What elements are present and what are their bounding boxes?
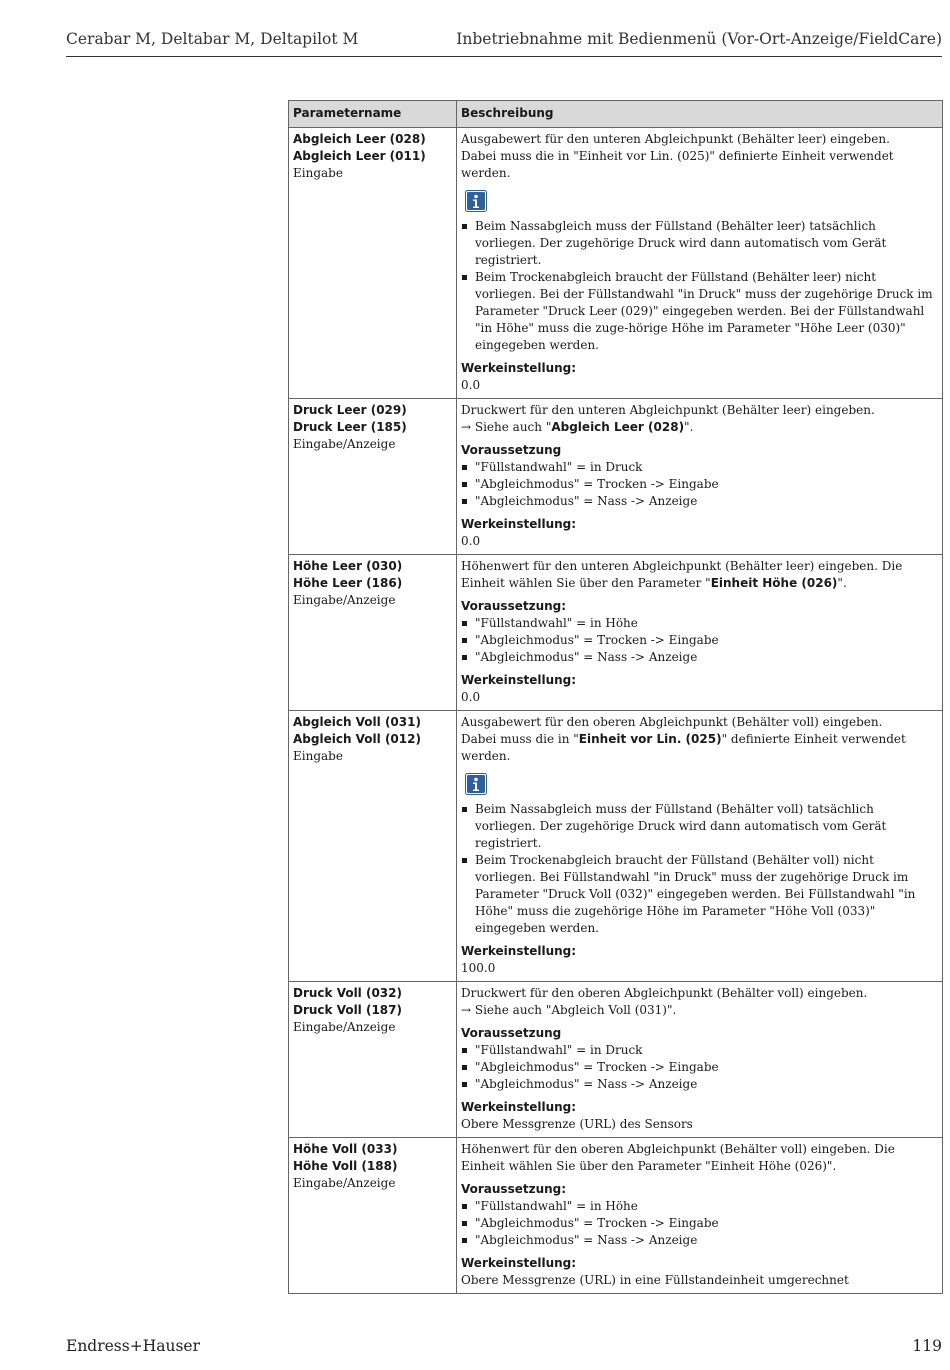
list-item: "Abgleichmodus" = Trocken -> Eingabe xyxy=(461,1215,938,1232)
parameter-name-alt: Höhe Voll (188) xyxy=(293,1159,398,1173)
parameter-name: Abgleich Leer (028) xyxy=(293,132,426,146)
factory-setting-value: Obere Messgrenze (URL) in eine Füllstandeinheit umgerechnet xyxy=(461,1273,849,1287)
factory-setting-label: Werkeinstellung: xyxy=(461,673,577,687)
parameter-name-alt: Abgleich Leer (011) xyxy=(293,149,426,163)
parameter-description-cell xyxy=(457,399,943,555)
header-section-title: Inbetriebnahme mit Bedienmenü (Vor-Ort-Anzeige/FieldCare) xyxy=(456,30,942,48)
parameter-access-mode: Eingabe xyxy=(293,749,343,763)
footer-brand: Endress+Hauser xyxy=(66,1337,200,1355)
list-item: Beim Nassabgleich muss der Füllstand (Behälter leer) tatsächlich vorliegen. Der zugehörige Druck wird dann automatisch vom Gerät registriert. xyxy=(461,218,938,269)
parameter-name-cell xyxy=(289,982,457,1138)
list-item: "Abgleichmodus" = Trocken -> Eingabe xyxy=(461,632,938,649)
parameter-name-cell xyxy=(289,128,457,399)
factory-setting-value: 0.0 xyxy=(461,534,481,548)
parameter-description-cell xyxy=(457,1138,943,1294)
description-text: Druckwert für den unteren Abgleichpunkt (Behälter leer) eingeben. xyxy=(461,403,875,417)
parameter-description-cell xyxy=(457,555,943,711)
factory-setting-label: Werkeinstellung: xyxy=(461,517,577,531)
factory-setting-label: Werkeinstellung: xyxy=(461,944,577,958)
see-also-suffix: ". xyxy=(684,420,694,434)
description-suffix: " definierte Einheit verwendet werden. xyxy=(461,732,906,763)
table-row xyxy=(289,982,943,1138)
parameter-access-mode: Eingabe/Anzeige xyxy=(293,593,396,607)
list-item: "Füllstandwahl" = in Druck xyxy=(461,1042,938,1059)
list-item: "Füllstandwahl" = in Höhe xyxy=(461,615,938,632)
table-row xyxy=(289,555,943,711)
parameter-access-mode: Eingabe/Anzeige xyxy=(293,437,396,451)
description-suffix: ". xyxy=(837,576,847,590)
description-text: Ausgabewert für den oberen Abgleichpunkt (Behälter voll) eingeben. xyxy=(461,715,883,729)
parameter-description-cell xyxy=(457,128,943,399)
parameter-access-mode: Eingabe/Anzeige xyxy=(293,1176,396,1190)
parameter-name: Druck Leer (029) xyxy=(293,403,407,417)
description-text: Ausgabewert für den unteren Abgleichpunkt (Behälter leer) eingeben. xyxy=(461,132,890,146)
list-item: "Abgleichmodus" = Trocken -> Eingabe xyxy=(461,476,938,493)
parameter-reference: Einheit Höhe (026) xyxy=(710,576,838,590)
header-product-title: Cerabar M, Deltabar M, Deltapilot M xyxy=(66,30,359,48)
factory-setting-value: 0.0 xyxy=(461,378,481,392)
requirement-label: Voraussetzung xyxy=(461,1026,562,1040)
info-icon xyxy=(465,773,487,795)
parameter-name-alt: Abgleich Voll (012) xyxy=(293,732,421,746)
parameter-name-alt: Höhe Leer (186) xyxy=(293,576,403,590)
factory-setting-value: 0.0 xyxy=(461,690,481,704)
requirement-label: Voraussetzung: xyxy=(461,1182,567,1196)
list-item: "Abgleichmodus" = Nass -> Anzeige xyxy=(461,1076,938,1093)
parameter-description-cell xyxy=(457,711,943,982)
list-item: Beim Trockenabgleich braucht der Füllstand (Behälter leer) nicht vorliegen. Bei der Füllstandwahl "in Druck" muss der zugehörige Druck im Parameter "Druck Leer (029)" eingegeben werden. Bei der Füllstandwahl "in Höhe" muss die zuge-hörige Höhe im Parameter "Höhe Leer (030)" eingegeben werden. xyxy=(461,269,938,354)
parameter-reference: Einheit vor Lin. (025) xyxy=(578,732,722,746)
column-header-description: Beschreibung xyxy=(457,101,943,128)
parameter-access-mode: Eingabe xyxy=(293,166,343,180)
table-header-row xyxy=(289,101,943,128)
parameter-table xyxy=(288,100,943,1294)
description-prefix: Höhenwert für den unteren Abgleichpunkt (Behälter leer) eingeben. Die Einheit wählen Sie über den Parameter " xyxy=(461,559,903,590)
description-text xyxy=(461,558,938,592)
note-list xyxy=(461,801,938,937)
requirement-list xyxy=(461,615,938,666)
parameter-name-cell xyxy=(289,399,457,555)
requirement-list xyxy=(461,1198,938,1249)
description-text xyxy=(461,731,938,765)
table-row xyxy=(289,128,943,399)
list-item: "Abgleichmodus" = Trocken -> Eingabe xyxy=(461,1059,938,1076)
list-item: "Abgleichmodus" = Nass -> Anzeige xyxy=(461,649,938,666)
requirement-list xyxy=(461,1042,938,1093)
parameter-name-cell xyxy=(289,1138,457,1294)
page-header xyxy=(66,28,942,57)
see-also-prefix: → Siehe auch " xyxy=(461,420,552,434)
factory-setting-label: Werkeinstellung: xyxy=(461,361,577,375)
list-item: Beim Trockenabgleich braucht der Füllstand (Behälter voll) nicht vorliegen. Bei Füllstandwahl "in Druck" muss der zugehörige Druck im Parameter "Druck Voll (032)" eingegeben werden. Bei Füllstandwahl "in Höhe" muss die zugehörige Höhe im Parameter "Höhe Voll (033)" eingegeben werden. xyxy=(461,852,938,937)
factory-setting-value: Obere Messgrenze (URL) des Sensors xyxy=(461,1117,693,1131)
requirement-label: Voraussetzung xyxy=(461,443,562,457)
factory-setting-label: Werkeinstellung: xyxy=(461,1256,577,1270)
table-row xyxy=(289,399,943,555)
see-also-link: Abgleich Leer (028) xyxy=(551,420,685,434)
parameter-name-alt: Druck Voll (187) xyxy=(293,1003,402,1017)
see-also-reference xyxy=(461,419,938,436)
info-icon xyxy=(465,190,487,212)
see-also-reference: → Siehe auch "Abgleich Voll (031)". xyxy=(461,1003,677,1017)
parameter-access-mode: Eingabe/Anzeige xyxy=(293,1020,396,1034)
description-text: Dabei muss die in "Einheit vor Lin. (025)" definierte Einheit verwendet werden. xyxy=(461,149,894,180)
requirement-label: Voraussetzung: xyxy=(461,599,567,613)
parameter-name: Höhe Leer (030) xyxy=(293,559,403,573)
list-item: "Füllstandwahl" = in Druck xyxy=(461,459,938,476)
table-row xyxy=(289,711,943,982)
list-item: "Füllstandwahl" = in Höhe xyxy=(461,1198,938,1215)
parameter-name: Druck Voll (032) xyxy=(293,986,402,1000)
note-list xyxy=(461,218,938,354)
parameter-name-cell xyxy=(289,711,457,982)
factory-setting-value: 100.0 xyxy=(461,961,496,975)
page-number: 119 xyxy=(912,1337,942,1355)
list-item: "Abgleichmodus" = Nass -> Anzeige xyxy=(461,1232,938,1249)
list-item: Beim Nassabgleich muss der Füllstand (Behälter voll) tatsächlich vorliegen. Der zugehörige Druck wird dann automatisch vom Gerät registriert. xyxy=(461,801,938,852)
parameter-name: Abgleich Voll (031) xyxy=(293,715,421,729)
parameter-name-alt: Druck Leer (185) xyxy=(293,420,407,434)
parameter-description-cell xyxy=(457,982,943,1138)
description-text: Höhenwert für den oberen Abgleichpunkt (Behälter voll) eingeben. Die Einheit wählen Sie über den Parameter "Einheit Höhe (026)". xyxy=(461,1142,895,1173)
list-item: "Abgleichmodus" = Nass -> Anzeige xyxy=(461,493,938,510)
requirement-list xyxy=(461,459,938,510)
parameter-name: Höhe Voll (033) xyxy=(293,1142,398,1156)
description-text: Druckwert für den oberen Abgleichpunkt (Behälter voll) eingeben. xyxy=(461,986,868,1000)
description-prefix: Dabei muss die in " xyxy=(461,732,579,746)
parameter-name-cell xyxy=(289,555,457,711)
table-row xyxy=(289,1138,943,1294)
column-header-name: Parametername xyxy=(289,101,457,128)
factory-setting-label: Werkeinstellung: xyxy=(461,1100,577,1114)
